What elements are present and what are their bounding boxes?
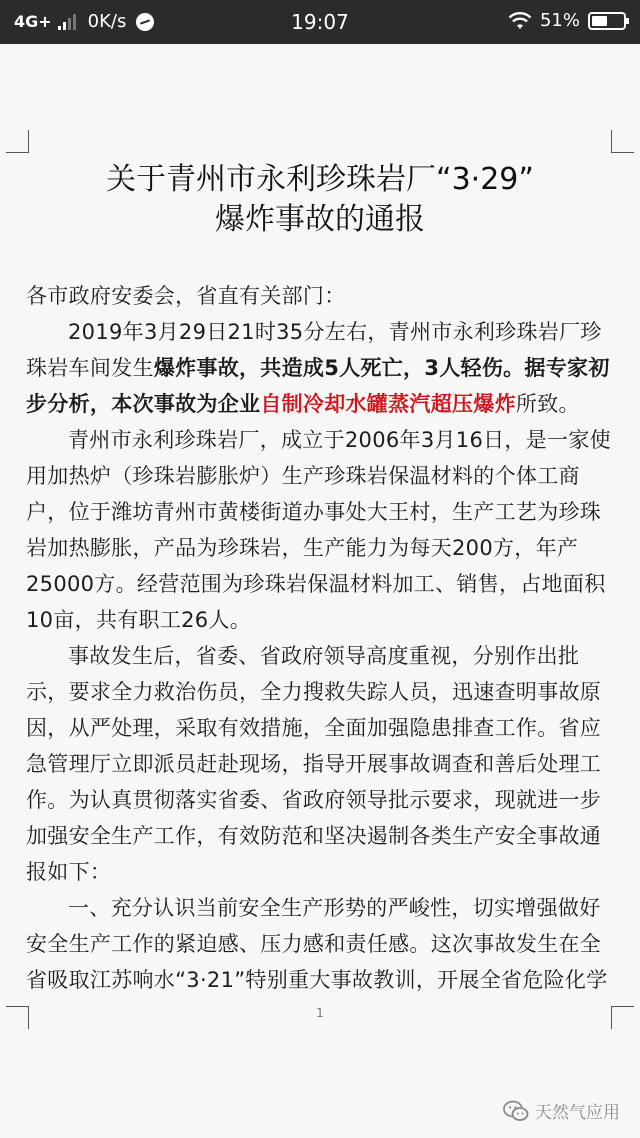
document-title [0,160,640,240]
wechat-icon [503,1100,529,1122]
paragraph-1 [26,314,616,422]
p1-text-bold: 爆炸事故，共造成5人死亡，3人轻伤。据专家初步分析，本次事故为企业 [26,356,610,416]
watermark-text: 天然气应用 [535,1103,620,1123]
status-right [508,10,626,31]
document-body [26,278,616,998]
title-line-2: 爆炸事故的通报 [215,202,425,237]
battery-icon [588,12,626,30]
network-speed: 0K/s [87,11,127,32]
status-bar [0,0,640,44]
battery-percent: 51% [539,10,580,31]
salutation: 各市政府安委会，省直有关部门： [26,284,346,308]
paragraph-3: 事故发生后，省委、省政府领导高度重视，分别作出批示，要求全力救治伤员，全力搜救失踪人员，迅速查明事故原因，从严处理，采取有效措施，全面加强隐患排查工作。省应急管理厅立即派员赶赴现场，指导开展事故调查和善后处理工作。为认真贯彻落实省委、省政府领导批示要求，现就进一步加强安全生产工作，有效防范和坚决遏制各类生产安全事故通报如下： [26,644,602,884]
status-time: 19:07 [291,10,349,34]
p1-text-d: 所致。 [515,392,580,416]
p1-text-a: 2019年3月29日21时35分左右，青州市永利珍珠岩厂珍珠岩车间发生 [26,320,602,380]
title-line-1: 关于青州市永利珍珠岩厂“3·29” [106,162,534,197]
page-corner-mark [6,130,29,153]
watermark [503,1098,620,1123]
network-type: 4G+ [14,12,52,31]
page-number: 1 [316,1006,324,1020]
page-corner-mark [611,130,634,153]
paragraph-4: 一、充分认识当前安全生产形势的严峻性，切实增强做好安全生产工作的紧迫感、压力感和责任感。这次事故发生在全省吸取江苏响水“3·21”特别重大事故教训，开展全省危险化学 [26,896,608,992]
paragraph-2: 青州市永利珍珠岩厂，成立于2006年3月16日，是一家使用加热炉（珍珠岩膨胀炉）生产珍珠岩保温材料的个体工商户，位于潍坊青州市黄楼街道办事处大王村，生产工艺为珍珠岩加热膨胀，产品为珍珠岩，生产能力为每天200方，年产25000方。经营范围为珍珠岩保温材料加工、销售，占地面积10亩，共有职工26人。 [26,428,611,632]
p1-text-highlight: 自制冷却水罐蒸汽超压爆炸 [260,392,516,416]
wifi-icon [508,12,532,30]
